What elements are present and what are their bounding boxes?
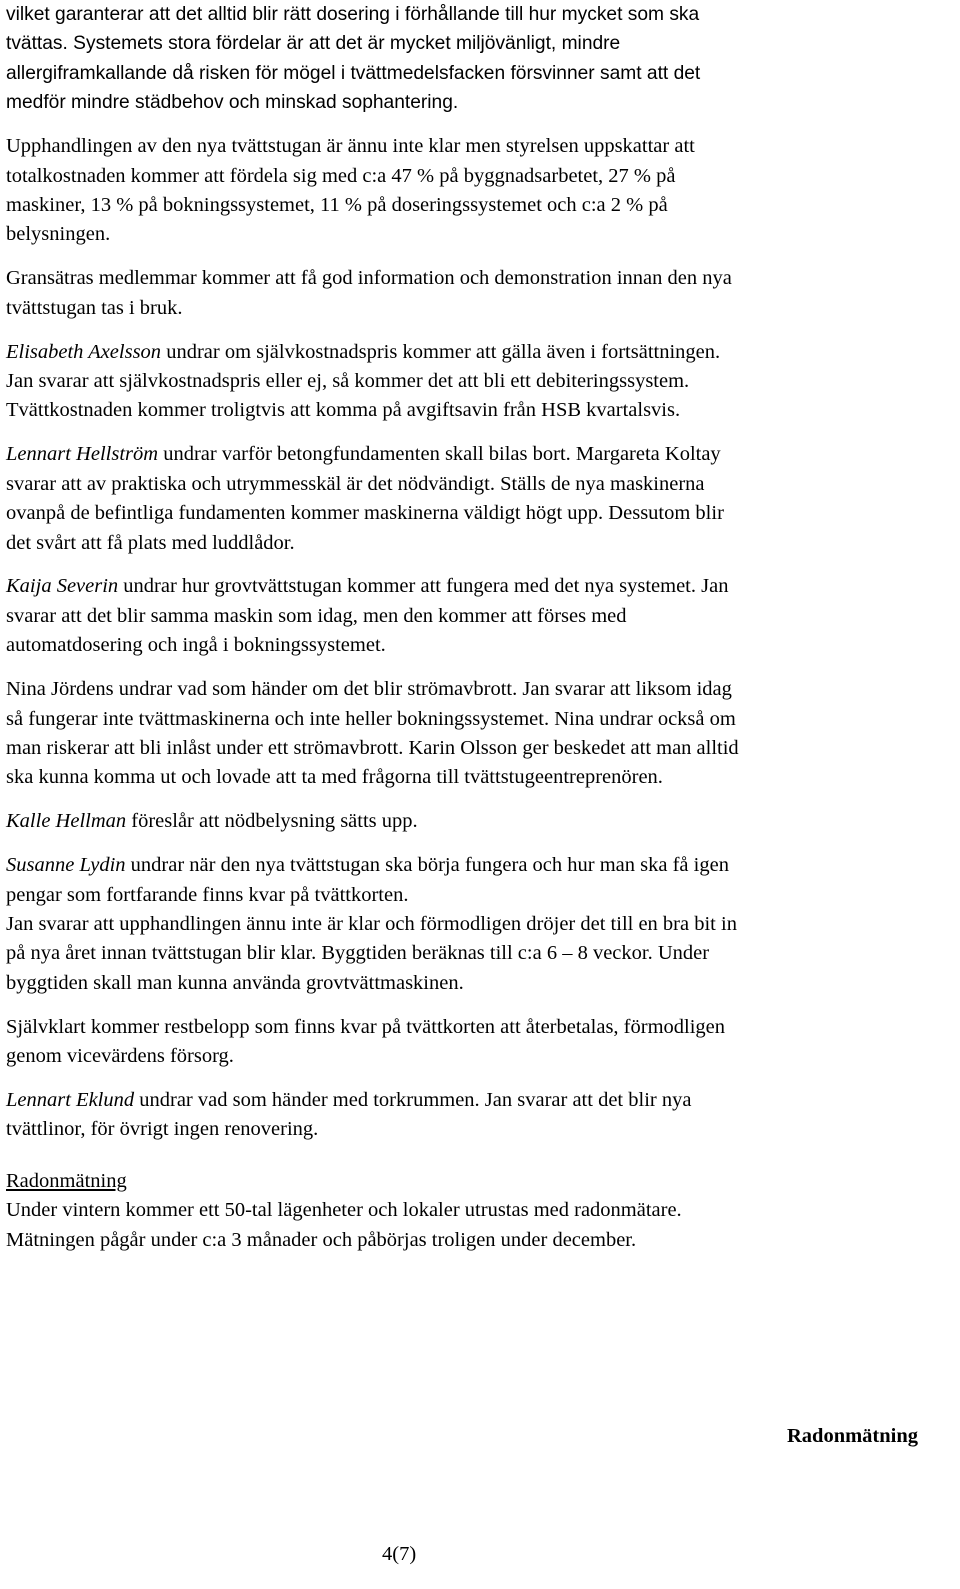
paragraph-jordens: Nina Jördens undrar vad som händer om det blir strömavbrott. Jan svarar att liksom idag så fungerar inte tvättmaskinerna och inte heller bokningssystemet. Nina undrar också om man riskerar att bli inlåst under ett strömavbrott. Karin Olsson ger beskedet att man alltid ska kunna komma ut och lovade att ta med frågorna till tvättstugeentreprenören. — [6, 678, 739, 789]
paragraph-text: undrar om självkostnadspris kommer att gälla även i fortsättningen. Jan svarar att självkostnadspris eller ej, så kommer det att bli ett debiteringssystem. Tvättkostnaden kommer troligtvis att komma på avgiftsavin från HSB kvartalsvis. — [6, 340, 721, 422]
paragraph-hellman — [6, 807, 750, 836]
page-number: 4(7) — [382, 1543, 417, 1565]
speaker-name: Susanne Lydin — [6, 854, 126, 877]
paragraph-text: undrar när den nya tvättstugan ska börja fungera och hur man ska få igen pengar som fortfarande finns kvar på tvättkorten. — [6, 854, 729, 906]
speaker-name: Lennart Eklund — [6, 1089, 135, 1111]
speaker-name: Lennart Hellström — [6, 443, 159, 466]
speaker-name: Kalle Hellman — [6, 810, 127, 833]
section-heading-radon: Radonmätning — [6, 1169, 127, 1192]
paragraph-text: undrar hur grovtvättstugan kommer att fungera med det nya systemet. Jan svarar att det blir samma maskin som idag, men den kommer att förses med automatdosering och ingå i bokningssystemet. — [6, 575, 729, 657]
speaker-name: Elisabeth Axelsson — [6, 340, 162, 363]
paragraph-severin — [6, 572, 750, 660]
document-body — [6, 0, 750, 1255]
speaker-name: Kaija Severin — [6, 575, 119, 598]
paragraph-lydin-answer: Jan svarar att upphandlingen ännu inte är klar och förmodligen dröjer det till en bra bit in på nya året innan tvättstugan blir klar. Byggtiden beräknas till c:a 6 – 8 veckor. Under byggtiden skall man kunna använda grovtvättmaskinen. — [6, 912, 737, 994]
paragraph-axelsson — [6, 338, 750, 426]
paragraph-radon: Under vintern kommer ett 50-tal lägenheter och lokaler utrustas med radonmätare. Mätningen pågår under c:a 3 månader och påbörjas troligen under december. — [6, 1199, 682, 1251]
paragraph-lydin — [6, 851, 750, 910]
paragraph-information: Gransätras medlemmar kommer att få god information och demonstration innan den nya tvättstugan tas i bruk. — [6, 267, 732, 319]
paragraph-eklund — [6, 1086, 750, 1145]
paragraph-text: undrar vad som händer med torkrummen. Jan svarar att det blir nya tvättlinor, för övrigt ingen renovering. — [6, 1089, 692, 1141]
paragraph-dosering: vilket garanterar att det alltid blir rätt dosering i förhållande till hur mycket som ska tvättas. Systemets stora fördelar är att det är mycket miljövänligt, mindre allergiframkallande då risken för mögel i tvättmedelsfacken försvinner samt att det medför mindre städbehov och minskad sophantering. — [6, 4, 701, 114]
paragraph-text: undrar varför betongfundamenten skall bilas bort. Margareta Koltay svarar att av praktiska och utrymmesskäl är det nödvändigt. Ställs de nya maskinerna ovanpå de befintliga fundamenten kommer maskinerna väldigt högt upp. Dessutom blir det svårt att få plats med luddlådor. — [6, 443, 724, 554]
margin-note: Radonmätning — [787, 1425, 919, 1447]
paragraph-hellstrom — [6, 440, 750, 558]
paragraph-text: föreslår att nödbelysning sätts upp. — [126, 810, 418, 833]
paragraph-upphandling: Upphandlingen av den nya tvättstugan är ännu inte klar men styrelsen uppskattar att totalkostnaden kommer att fördela sig med c:a 47 % på byggnadsarbetet, 27 % på maskiner, 13 % på bokningssystemet, 11 % på doseringssystemet och c:a 2 % på belysningen. — [6, 135, 695, 246]
paragraph-aterbetalning: Självklart kommer restbelopp som finns kvar på tvättkorten att återbetalas, förmodligen genom vicevärdens försorg. — [6, 1015, 726, 1068]
